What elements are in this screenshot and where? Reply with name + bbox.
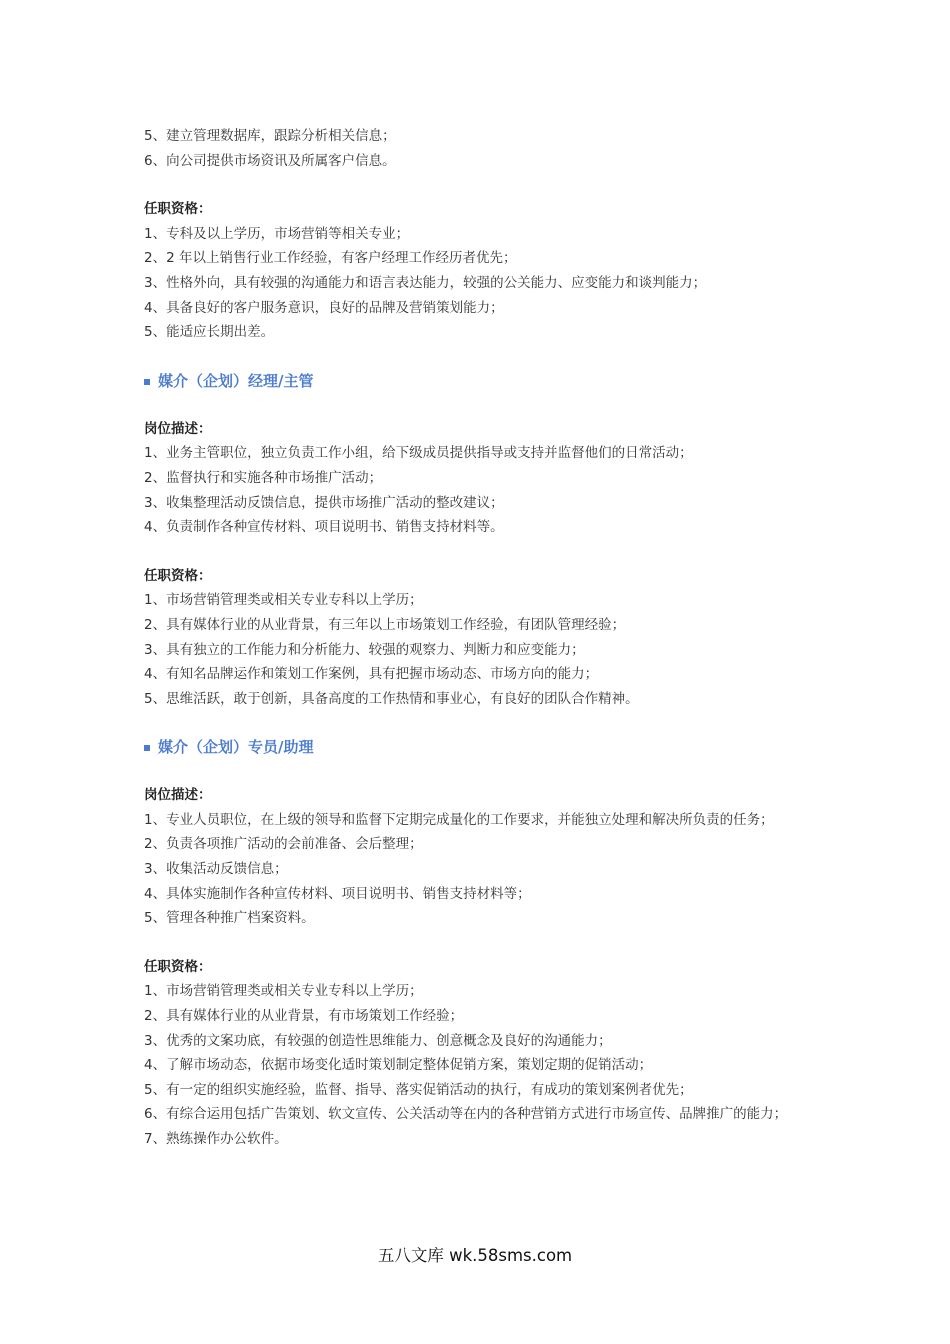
list-item: 2、2 年以上销售行业工作经验，有客户经理工作经历者优先；: [144, 250, 517, 267]
list-item: 1、业务主管职位，独立负责工作小组，给下级成员提供指导或支持并监督他们的日常活动；: [144, 445, 693, 462]
list-item: 5、建立管理数据库，跟踪分析相关信息；: [144, 128, 396, 144]
list-item: 1、专业人员职位，在上级的领导和监督下定期完成量化的工作要求，并能独立处理和解决所负责的任务；: [144, 811, 774, 828]
list-item: 2、监督执行和实施各种市场推广活动；: [144, 469, 383, 486]
list-item: 2、负责各项推广活动的会前准备、会后整理；: [144, 836, 423, 853]
section-heading: [144, 735, 814, 759]
list-item: 4、了解市场动态，依据市场变化适时策划制定整体促销方案，策划定期的促销活动；: [144, 1057, 653, 1074]
document-body: [144, 124, 814, 1152]
list-item: 3、性格外向，具有较强的沟通能力和语言表达能力，较强的公关能力、应变能力和谈判能力；: [144, 274, 707, 291]
section-title: 媒介（企划）经理/主管: [158, 371, 314, 390]
list-item: 1、专科及以上学历，市场营销等相关专业；: [144, 225, 410, 242]
list-item: 5、管理各种推广档案资料。: [144, 910, 315, 927]
list-item: 6、有综合运用包括广告策划、软文宣传、公关活动等在内的各种营销方式进行市场宣传、品牌推广的能力；: [144, 1106, 788, 1123]
list-item: 5、能适应长期出差。: [144, 324, 275, 341]
list-item: 2、具有媒体行业的从业背景，有三年以上市场策划工作经验，有团队管理经验；: [144, 616, 626, 633]
list-item: 5、思维活跃，敢于创新，具备高度的工作热情和事业心，有良好的团队合作精神。: [144, 690, 639, 707]
list-item: 4、具备良好的客户服务意识，良好的品牌及营销策划能力；: [144, 299, 504, 316]
qualifications-label: 任职资格：: [144, 201, 212, 218]
list-item: 4、有知名品牌运作和策划工作案例，具有把握市场动态、市场方向的能力；: [144, 666, 599, 683]
list-item: 2、具有媒体行业的从业背景，有市场策划工作经验；: [144, 1008, 464, 1025]
footer-watermark: 五八文库 wk.58sms.com: [377, 1246, 573, 1265]
qualifications-label: 任职资格：: [144, 567, 212, 584]
list-item: 5、有一定的组织实施经验，监督、指导、落实促销活动的执行，有成功的策划案例者优先；: [144, 1081, 693, 1098]
list-item: 7、熟练操作办公软件。: [144, 1131, 288, 1147]
square-bullet-icon: [144, 745, 150, 751]
section-title: 媒介（企划）专员/助理: [158, 738, 314, 757]
description-label: 岗位描述：: [144, 787, 212, 804]
list-item: 3、优秀的文案功底，有较强的创造性思维能力、创意概念及良好的沟通能力；: [144, 1032, 612, 1049]
list-item: 3、具有独立的工作能力和分析能力、较强的观察力、判断力和应变能力；: [144, 641, 585, 658]
list-item: 1、市场营销管理类或相关专业专科以上学历；: [144, 592, 423, 609]
list-item: 4、具体实施制作各种宣传材料、项目说明书、销售支持材料等；: [144, 885, 531, 902]
section-heading: [144, 369, 814, 393]
square-bullet-icon: [144, 379, 150, 385]
list-item: 3、收集活动反馈信息；: [144, 861, 288, 878]
list-item: 6、向公司提供市场资讯及所属客户信息。: [144, 152, 396, 169]
qualifications-label: 任职资格：: [144, 958, 212, 975]
list-item: 3、收集整理活动反馈信息，提供市场推广活动的整改建议；: [144, 494, 504, 511]
list-item: 1、市场营销管理类或相关专业专科以上学历；: [144, 983, 423, 1000]
description-label: 岗位描述：: [144, 420, 212, 437]
list-item: 4、负责制作各种宣传材料、项目说明书、销售支持材料等。: [144, 519, 504, 536]
